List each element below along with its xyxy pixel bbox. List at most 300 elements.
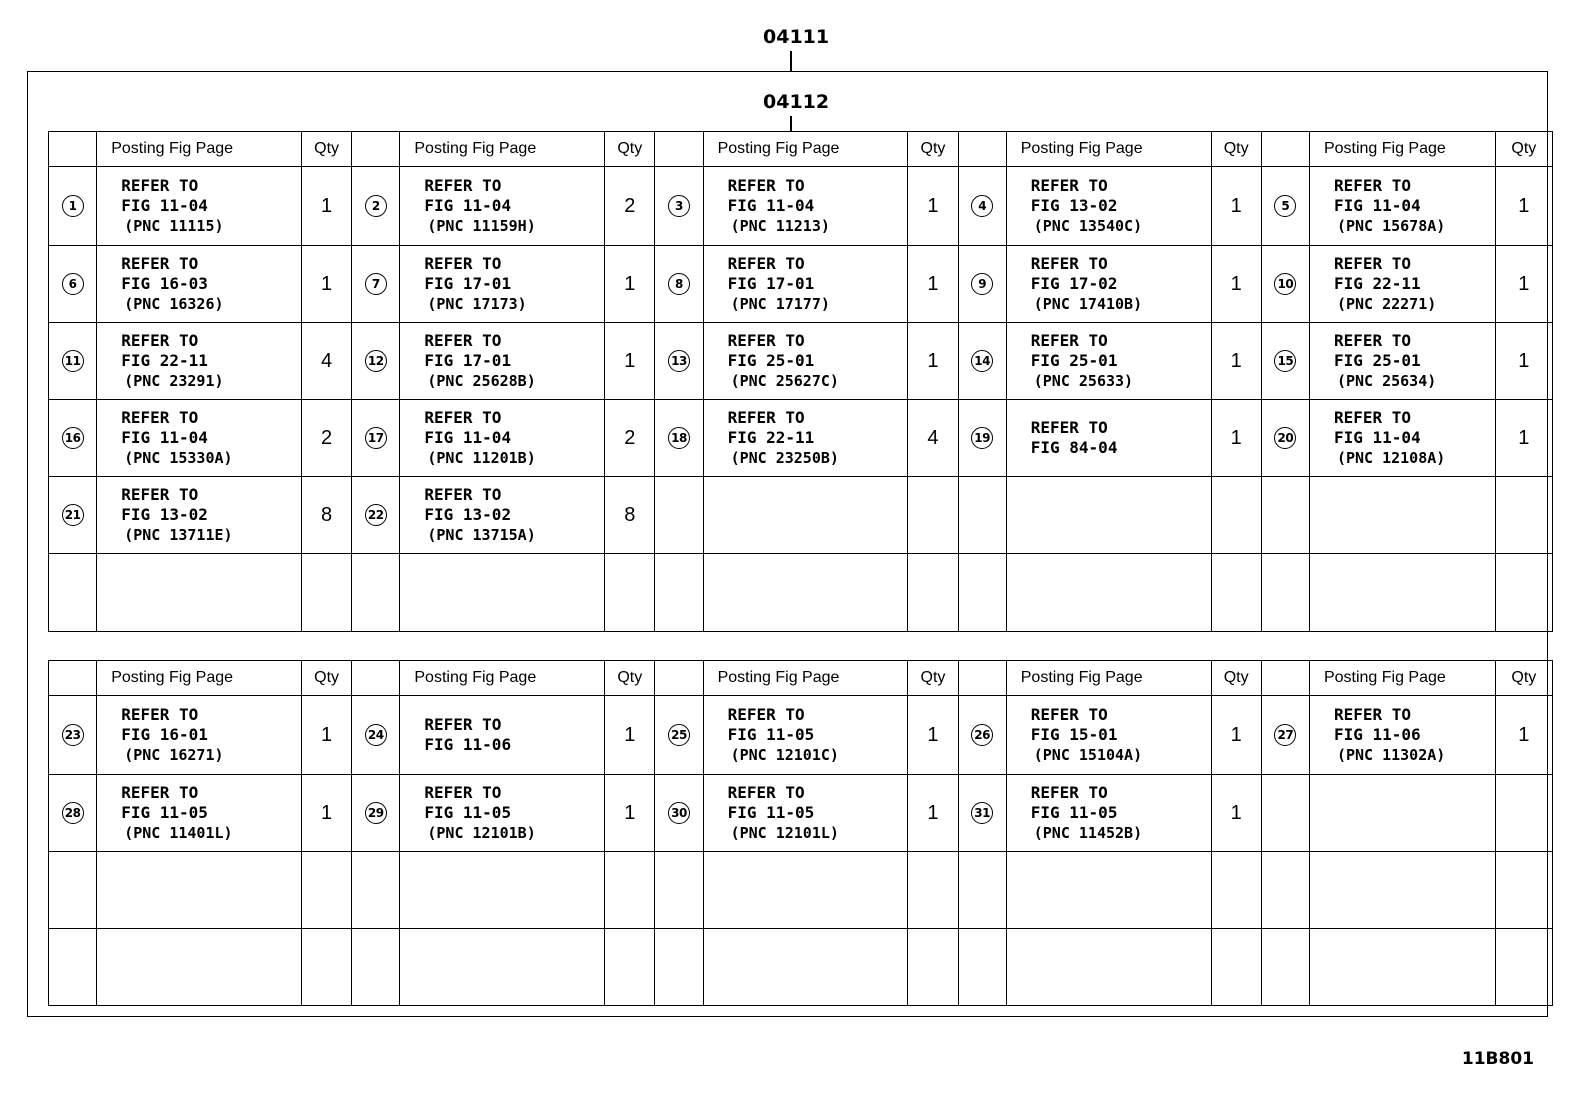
header-index-cell xyxy=(958,661,1006,696)
index-cell xyxy=(49,167,97,246)
reference-cell xyxy=(1309,400,1495,477)
reference-line: FIG 25-01 xyxy=(1333,351,1421,370)
index-cell xyxy=(655,400,703,477)
table-row xyxy=(49,400,1553,477)
assembly-leader-line xyxy=(790,51,792,71)
reference-line: FIG 16-01 xyxy=(121,725,208,744)
item-number-badge: 25 xyxy=(668,724,690,746)
reference-cell xyxy=(1309,696,1495,775)
reference-cell xyxy=(400,477,605,554)
item-number-badge: 15 xyxy=(1274,350,1296,372)
reference-line: REFER TO xyxy=(1333,408,1411,427)
index-cell xyxy=(49,323,97,400)
reference-cell xyxy=(400,929,605,1006)
index-cell xyxy=(655,246,703,323)
item-number-badge: 19 xyxy=(971,427,993,449)
index-cell xyxy=(655,554,703,632)
header-posting-fig-page: Posting Fig Page xyxy=(1006,661,1211,696)
item-number-badge: 23 xyxy=(62,724,84,746)
header-qty: Qty xyxy=(1495,661,1552,696)
qty-cell: 1 xyxy=(1495,246,1552,323)
reference-line: REFER TO xyxy=(121,783,199,802)
parts-table-upper xyxy=(48,131,1553,632)
item-number-badge: 8 xyxy=(668,273,690,295)
item-number-badge: 17 xyxy=(365,427,387,449)
reference-line: REFER TO xyxy=(424,331,502,350)
reference-line: FIG 25-01 xyxy=(727,351,815,370)
table-row xyxy=(49,246,1553,323)
qty-cell xyxy=(908,929,958,1006)
qty-cell: 1 xyxy=(1495,323,1552,400)
index-cell xyxy=(1261,246,1309,323)
qty-cell xyxy=(605,852,655,929)
reference-line: REFER TO xyxy=(121,254,199,273)
reference-cell xyxy=(703,323,908,400)
header-index-cell xyxy=(655,661,703,696)
index-cell xyxy=(49,246,97,323)
item-number-badge: 12 xyxy=(365,350,387,372)
reference-line: REFER TO xyxy=(1030,254,1108,273)
parts-table-lower xyxy=(48,660,1553,1006)
item-number-badge: 22 xyxy=(365,504,387,526)
index-cell xyxy=(49,929,97,1006)
reference-line: FIG 17-01 xyxy=(424,351,512,370)
reference-cell xyxy=(97,477,302,554)
qty-cell: 1 xyxy=(1211,775,1261,852)
qty-cell: 1 xyxy=(302,696,352,775)
reference-line: FIG 11-05 xyxy=(1030,803,1118,822)
item-number-badge: 13 xyxy=(668,350,690,372)
reference-cell xyxy=(703,477,908,554)
qty-cell xyxy=(1211,852,1261,929)
reference-line: FIG 25-01 xyxy=(1030,351,1118,370)
reference-cell xyxy=(1006,246,1211,323)
index-cell xyxy=(352,554,400,632)
reference-cell xyxy=(1006,852,1211,929)
reference-cell xyxy=(97,929,302,1006)
reference-cell xyxy=(400,554,605,632)
qty-cell: 1 xyxy=(1495,167,1552,246)
item-number-badge: 6 xyxy=(62,273,84,295)
reference-cell xyxy=(97,554,302,632)
reference-line: REFER TO xyxy=(121,485,199,504)
reference-line: FIG 84-04 xyxy=(1030,438,1118,457)
reference-line: REFER TO xyxy=(1030,331,1108,350)
index-cell xyxy=(352,167,400,246)
header-posting-fig-page: Posting Fig Page xyxy=(1309,661,1495,696)
reference-line: FIG 11-05 xyxy=(424,803,512,822)
header-index-cell xyxy=(49,132,97,167)
qty-cell xyxy=(908,852,958,929)
header-qty: Qty xyxy=(908,661,958,696)
reference-line: REFER TO xyxy=(424,783,502,802)
item-number-badge: 21 xyxy=(62,504,84,526)
index-cell xyxy=(655,775,703,852)
reference-line: REFER TO xyxy=(1333,705,1411,724)
header-posting-fig-page: Posting Fig Page xyxy=(97,661,302,696)
header-posting-fig-page: Posting Fig Page xyxy=(1309,132,1495,167)
reference-cell xyxy=(703,554,908,632)
reference-line: (PNC 11159H) xyxy=(427,217,536,235)
reference-line: FIG 11-05 xyxy=(727,725,815,744)
reference-line: (PNC 13540C) xyxy=(1033,217,1143,235)
reference-cell xyxy=(1309,167,1495,246)
index-cell xyxy=(958,852,1006,929)
index-cell xyxy=(352,477,400,554)
reference-line: (PNC 11201B) xyxy=(427,449,536,467)
reference-line: FIG 22-11 xyxy=(1333,274,1421,293)
qty-cell xyxy=(1495,554,1552,632)
qty-cell: 1 xyxy=(302,246,352,323)
reference-line: (PNC 16271) xyxy=(124,746,224,764)
index-cell xyxy=(958,929,1006,1006)
reference-line: FIG 22-11 xyxy=(727,428,815,447)
reference-line: FIG 11-05 xyxy=(727,803,815,822)
reference-line: FIG 13-02 xyxy=(1030,196,1118,215)
reference-line: REFER TO xyxy=(1030,783,1108,802)
qty-cell: 1 xyxy=(1211,167,1261,246)
reference-cell xyxy=(703,400,908,477)
index-cell xyxy=(655,477,703,554)
index-cell xyxy=(49,852,97,929)
reference-line: (PNC 15330A) xyxy=(124,449,233,467)
header-qty: Qty xyxy=(302,661,352,696)
qty-cell: 4 xyxy=(908,400,958,477)
reference-line: FIG 11-04 xyxy=(121,196,208,215)
reference-line: FIG 15-01 xyxy=(1030,725,1118,744)
reference-cell xyxy=(400,323,605,400)
item-number-badge: 4 xyxy=(971,195,993,217)
reference-cell xyxy=(1309,929,1495,1006)
qty-cell xyxy=(302,852,352,929)
reference-cell xyxy=(1006,696,1211,775)
reference-cell xyxy=(1006,554,1211,632)
qty-cell xyxy=(605,929,655,1006)
item-number-badge: 7 xyxy=(365,273,387,295)
kit-part-number: 04112 xyxy=(763,91,830,113)
reference-cell xyxy=(703,167,908,246)
qty-cell: 1 xyxy=(1495,400,1552,477)
index-cell xyxy=(49,400,97,477)
header-qty: Qty xyxy=(908,132,958,167)
reference-cell xyxy=(400,246,605,323)
reference-cell xyxy=(703,246,908,323)
reference-line: (PNC 15104A) xyxy=(1033,746,1143,764)
reference-line: (PNC 23291) xyxy=(124,372,224,390)
reference-line: FIG 13-02 xyxy=(121,505,208,524)
item-number-badge: 29 xyxy=(365,802,387,824)
reference-line: FIG 16-03 xyxy=(121,274,208,293)
reference-line: FIG 11-04 xyxy=(424,196,512,215)
item-number-badge: 2 xyxy=(365,195,387,217)
reference-line: FIG 17-01 xyxy=(727,274,815,293)
reference-line: REFER TO xyxy=(1333,176,1411,195)
qty-cell: 1 xyxy=(1211,323,1261,400)
reference-line: REFER TO xyxy=(424,485,502,504)
reference-line: (PNC 12101B) xyxy=(427,824,536,842)
index-cell xyxy=(49,477,97,554)
item-number-badge: 10 xyxy=(1274,273,1296,295)
header-row xyxy=(49,661,1553,696)
reference-line: (PNC 13715A) xyxy=(427,526,536,544)
header-row xyxy=(49,132,1553,167)
qty-cell xyxy=(908,554,958,632)
item-number-badge: 31 xyxy=(971,802,993,824)
header-index-cell xyxy=(655,132,703,167)
reference-line: REFER TO xyxy=(1333,254,1411,273)
reference-cell xyxy=(1309,775,1495,852)
reference-line: REFER TO xyxy=(1030,705,1108,724)
reference-line: (PNC 12101C) xyxy=(730,746,839,764)
item-number-badge: 9 xyxy=(971,273,993,295)
reference-cell xyxy=(703,929,908,1006)
item-number-badge: 16 xyxy=(62,427,84,449)
index-cell xyxy=(958,775,1006,852)
reference-cell xyxy=(97,323,302,400)
reference-line: (PNC 12108A) xyxy=(1336,449,1446,467)
index-cell xyxy=(1261,323,1309,400)
reference-line: REFER TO xyxy=(727,408,805,427)
qty-cell: 1 xyxy=(1495,696,1552,775)
qty-cell: 2 xyxy=(605,167,655,246)
reference-line: FIG 11-06 xyxy=(424,735,512,754)
item-number-badge: 30 xyxy=(668,802,690,824)
item-number-badge: 28 xyxy=(62,802,84,824)
reference-line: REFER TO xyxy=(1030,418,1108,437)
qty-cell: 2 xyxy=(605,400,655,477)
qty-cell: 1 xyxy=(605,696,655,775)
reference-line: REFER TO xyxy=(424,176,502,195)
qty-cell xyxy=(908,477,958,554)
index-cell xyxy=(1261,852,1309,929)
header-posting-fig-page: Posting Fig Page xyxy=(1006,132,1211,167)
table-row xyxy=(49,167,1553,246)
reference-line: REFER TO xyxy=(727,254,805,273)
reference-line: FIG 17-02 xyxy=(1030,274,1118,293)
index-cell xyxy=(1261,167,1309,246)
reference-cell xyxy=(97,400,302,477)
reference-cell xyxy=(1309,246,1495,323)
reference-line: FIG 22-11 xyxy=(121,351,208,370)
reference-line: FIG 11-05 xyxy=(121,803,208,822)
reference-line: (PNC 13711E) xyxy=(124,526,233,544)
reference-cell xyxy=(1006,775,1211,852)
reference-line: (PNC 17173) xyxy=(427,295,527,313)
header-posting-fig-page: Posting Fig Page xyxy=(97,132,302,167)
item-number-badge: 1 xyxy=(62,195,84,217)
qty-cell xyxy=(302,554,352,632)
table-row xyxy=(49,323,1553,400)
reference-line: (PNC 17410B) xyxy=(1033,295,1143,313)
qty-cell: 4 xyxy=(302,323,352,400)
header-qty: Qty xyxy=(1211,661,1261,696)
reference-line: REFER TO xyxy=(121,705,199,724)
qty-cell xyxy=(1495,477,1552,554)
item-number-badge: 11 xyxy=(62,350,84,372)
reference-cell xyxy=(97,246,302,323)
table-row xyxy=(49,554,1553,632)
index-cell xyxy=(958,167,1006,246)
header-posting-fig-page: Posting Fig Page xyxy=(400,661,605,696)
header-qty: Qty xyxy=(302,132,352,167)
qty-cell xyxy=(1211,477,1261,554)
qty-cell: 1 xyxy=(1211,696,1261,775)
reference-line: (PNC 11302A) xyxy=(1336,746,1446,764)
reference-line: FIG 11-04 xyxy=(121,428,208,447)
index-cell xyxy=(958,696,1006,775)
qty-cell: 1 xyxy=(302,167,352,246)
reference-line: (PNC 11401L) xyxy=(124,824,233,842)
reference-line: (PNC 12101L) xyxy=(730,824,839,842)
header-posting-fig-page: Posting Fig Page xyxy=(703,132,908,167)
reference-line: REFER TO xyxy=(727,783,805,802)
header-qty: Qty xyxy=(1211,132,1261,167)
reference-cell xyxy=(97,696,302,775)
qty-cell: 1 xyxy=(605,246,655,323)
qty-cell: 1 xyxy=(908,775,958,852)
qty-cell: 1 xyxy=(908,167,958,246)
index-cell xyxy=(655,852,703,929)
qty-cell: 1 xyxy=(1211,246,1261,323)
reference-line: FIG 11-04 xyxy=(1333,196,1421,215)
index-cell xyxy=(352,775,400,852)
reference-cell xyxy=(97,852,302,929)
table-row xyxy=(49,775,1553,852)
reference-line: (PNC 11452B) xyxy=(1033,824,1143,842)
qty-cell: 1 xyxy=(605,775,655,852)
table-row xyxy=(49,696,1553,775)
index-cell xyxy=(49,696,97,775)
header-index-cell xyxy=(352,132,400,167)
reference-line: (PNC 22271) xyxy=(1336,295,1437,313)
kit-leader-line xyxy=(790,116,792,131)
reference-cell xyxy=(1309,852,1495,929)
reference-line: (PNC 11213) xyxy=(730,217,830,235)
index-cell xyxy=(1261,929,1309,1006)
reference-cell xyxy=(1006,477,1211,554)
qty-cell: 2 xyxy=(302,400,352,477)
qty-cell: 8 xyxy=(302,477,352,554)
index-cell xyxy=(1261,477,1309,554)
qty-cell: 1 xyxy=(302,775,352,852)
header-posting-fig-page: Posting Fig Page xyxy=(703,661,908,696)
reference-cell xyxy=(400,775,605,852)
reference-line: REFER TO xyxy=(121,176,199,195)
qty-cell xyxy=(302,929,352,1006)
header-index-cell xyxy=(1261,132,1309,167)
index-cell xyxy=(1261,554,1309,632)
table-row xyxy=(49,852,1553,929)
index-cell xyxy=(1261,696,1309,775)
index-cell xyxy=(352,852,400,929)
reference-line: (PNC 23250B) xyxy=(730,449,839,467)
reference-line: REFER TO xyxy=(727,176,805,195)
reference-line: (PNC 25634) xyxy=(1336,372,1437,390)
reference-line: (PNC 25628B) xyxy=(427,372,536,390)
header-posting-fig-page: Posting Fig Page xyxy=(400,132,605,167)
reference-cell xyxy=(1309,554,1495,632)
reference-cell xyxy=(1006,323,1211,400)
item-number-badge: 18 xyxy=(668,427,690,449)
index-cell xyxy=(352,246,400,323)
reference-line: FIG 13-02 xyxy=(424,505,512,524)
item-number-badge: 14 xyxy=(971,350,993,372)
qty-cell: 1 xyxy=(605,323,655,400)
index-cell xyxy=(958,246,1006,323)
reference-cell xyxy=(1309,477,1495,554)
qty-cell xyxy=(1495,929,1552,1006)
header-qty: Qty xyxy=(605,661,655,696)
qty-cell xyxy=(605,554,655,632)
qty-cell: 8 xyxy=(605,477,655,554)
reference-line: REFER TO xyxy=(727,331,805,350)
index-cell xyxy=(958,400,1006,477)
header-index-cell xyxy=(1261,661,1309,696)
table-row xyxy=(49,929,1553,1006)
item-number-badge: 5 xyxy=(1274,195,1296,217)
index-cell xyxy=(655,929,703,1006)
reference-line: (PNC 17177) xyxy=(730,295,830,313)
reference-cell xyxy=(1006,929,1211,1006)
reference-cell xyxy=(1006,167,1211,246)
header-index-cell xyxy=(49,661,97,696)
reference-line: REFER TO xyxy=(121,408,199,427)
reference-line: FIG 11-04 xyxy=(424,428,512,447)
reference-line: (PNC 16326) xyxy=(124,295,224,313)
qty-cell xyxy=(1211,929,1261,1006)
reference-line: REFER TO xyxy=(121,331,199,350)
header-index-cell xyxy=(352,661,400,696)
qty-cell: 1 xyxy=(908,696,958,775)
index-cell xyxy=(958,554,1006,632)
item-number-badge: 3 xyxy=(668,195,690,217)
qty-cell xyxy=(1495,775,1552,852)
reference-line: FIG 17-01 xyxy=(424,274,512,293)
index-cell xyxy=(352,400,400,477)
reference-line: FIG 11-04 xyxy=(1333,428,1421,447)
reference-cell xyxy=(703,775,908,852)
reference-line: (PNC 25633) xyxy=(1033,372,1134,390)
index-cell xyxy=(958,477,1006,554)
reference-line: REFER TO xyxy=(1030,176,1108,195)
assembly-part-number: 04111 xyxy=(763,26,830,48)
reference-line: REFER TO xyxy=(424,715,502,734)
reference-cell xyxy=(400,167,605,246)
header-index-cell xyxy=(958,132,1006,167)
reference-cell xyxy=(1309,323,1495,400)
reference-cell xyxy=(703,852,908,929)
reference-line: FIG 11-04 xyxy=(727,196,815,215)
reference-line: REFER TO xyxy=(424,408,502,427)
index-cell xyxy=(1261,400,1309,477)
reference-line: REFER TO xyxy=(424,254,502,273)
table-row xyxy=(49,477,1553,554)
figure-code: 11B801 xyxy=(1461,1049,1534,1069)
reference-cell xyxy=(400,400,605,477)
header-qty: Qty xyxy=(605,132,655,167)
qty-cell: 1 xyxy=(908,246,958,323)
qty-cell: 1 xyxy=(1211,400,1261,477)
reference-cell xyxy=(703,696,908,775)
qty-cell xyxy=(1495,852,1552,929)
index-cell xyxy=(49,775,97,852)
reference-cell xyxy=(400,852,605,929)
header-qty: Qty xyxy=(1495,132,1552,167)
reference-line: REFER TO xyxy=(1333,331,1411,350)
index-cell xyxy=(655,696,703,775)
qty-cell: 1 xyxy=(908,323,958,400)
index-cell xyxy=(352,323,400,400)
